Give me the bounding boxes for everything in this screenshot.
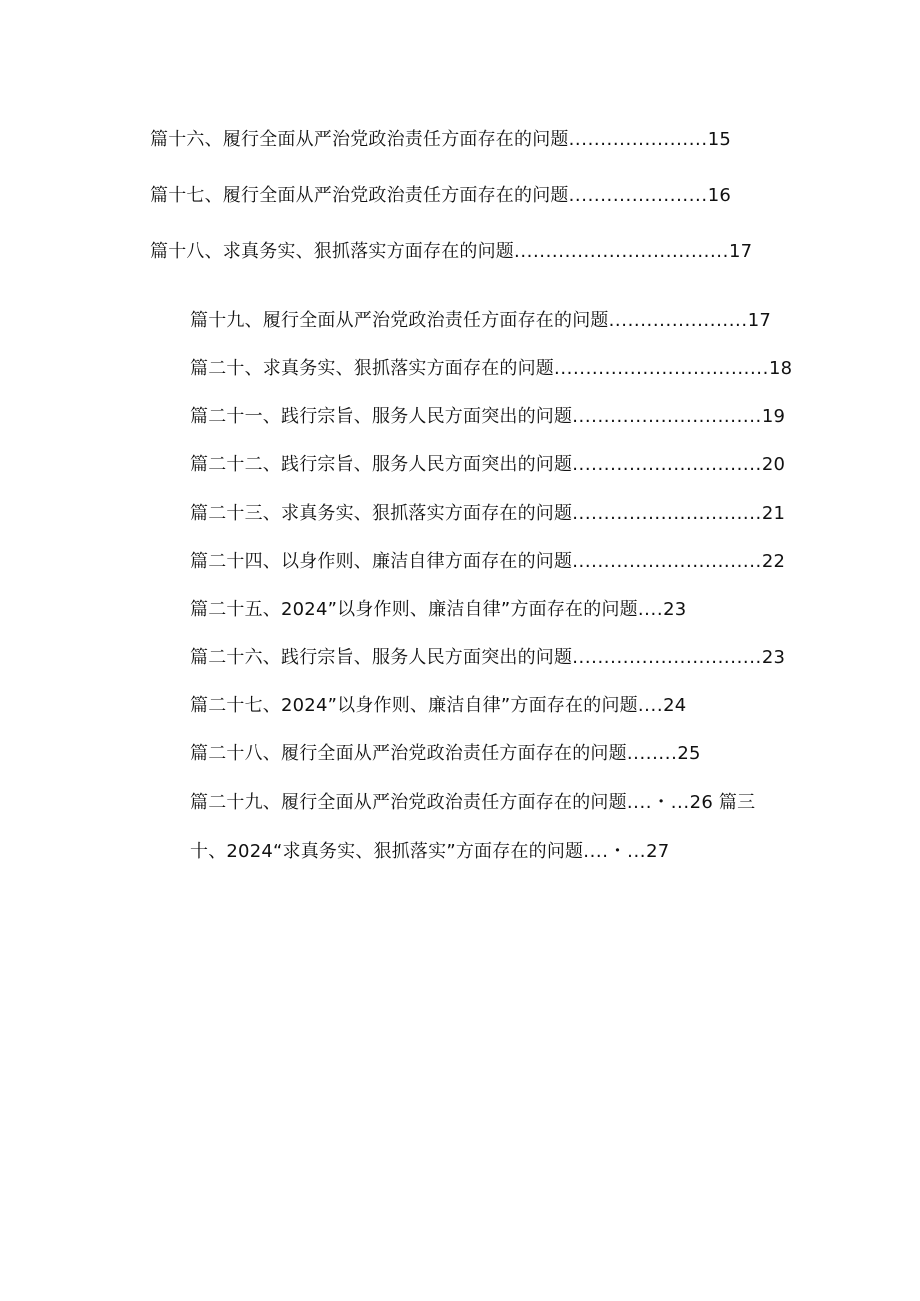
toc-entry-leader: .... [637,599,664,620]
toc-entry-page: 21 [761,503,786,524]
toc-entry [190,454,785,476]
toc-entry-title: 篇二十三、求真务实、狠抓落实方面存在的问题 [190,503,573,524]
toc-entry-title: 篇二十二、践行宗旨、服务人民方面突出的问题 [190,454,573,475]
toc-entry-page: 18 [768,358,793,379]
toc-entry-leader: .............................. [572,406,762,427]
toc-entry-leader: .............................. [572,551,762,572]
toc-entry-leader: .................................. [514,241,729,262]
toc-entry [190,599,686,621]
toc-entry [190,743,701,765]
toc-entry [190,841,669,863]
toc-entry-leader: .................................. [554,358,769,379]
toc-entry-leader: .............................. [572,503,762,524]
toc-entry-page: 25 [677,743,701,764]
toc-entry-title: 篇二十六、践行宗旨、服务人民方面突出的问题 [190,647,573,668]
toc-entry [190,310,771,332]
toc-entry-title: 篇二十八、履行全面从严治党政治责任方面存在的问题 [190,743,627,764]
toc-entry-page: 27 [646,841,670,862]
toc-entry-leader: .... [637,695,664,716]
toc-entry-title: 篇十九、履行全面从严治党政治责任方面存在的问题 [190,310,609,331]
toc-entry-leader: .............................. [572,454,762,475]
toc-entry-leader: ...................... [608,310,748,331]
toc-entry-title: 篇十六、履行全面从严治党政治责任方面存在的问题 [150,129,569,150]
toc-entry-title: 篇二十四、以身作则、廉洁自律方面存在的问题 [190,551,573,572]
toc-entry [150,129,731,151]
toc-entry-page: 23 [761,647,786,668]
toc-entry-title: 篇二十一、践行宗旨、服务人民方面突出的问题 [190,406,573,427]
toc-entry [190,792,755,814]
toc-entry-leader: .............................. [572,647,762,668]
toc-entry-leader: ...................... [568,185,708,206]
toc-entry-title: 篇二十九、履行全面从严治党政治责任方面存在的问题 [190,792,627,813]
toc-entry [190,647,785,669]
toc-entry-leader: ...................... [568,129,708,150]
toc-entry-title: 篇二十五、2024”以身作则、廉洁自律”方面存在的问题 [190,599,638,620]
toc-entry [190,503,785,525]
toc-entry [190,406,785,428]
toc-entry-page: 24 [663,695,687,716]
toc-entry-page: 17 [747,310,771,331]
toc-entry-leader: ....・... [583,841,647,862]
toc-entry-page: 17 [728,241,753,262]
toc-entry-page: 22 [761,551,786,572]
toc-entry-page: 23 [663,599,687,620]
toc-entry [190,358,792,380]
toc-entry-page: 26 篇三 [689,792,756,813]
toc-entry-title: 篇二十七、2024”以身作则、廉洁自律”方面存在的问题 [190,695,638,716]
toc-entry [150,241,752,263]
toc-entry-title: 篇二十、求真务实、狠抓落实方面存在的问题 [190,358,554,379]
toc-entry-leader: ....・... [626,792,690,813]
toc-entry [190,551,785,573]
toc-entry-title: 篇十七、履行全面从严治党政治责任方面存在的问题 [150,185,569,206]
toc-entry-page: 16 [707,185,731,206]
toc-entry-title: 十、2024“求真务实、狠抓落实”方面存在的问题 [190,841,584,862]
toc-entry-leader: ........ [626,743,678,764]
toc-entry-page: 19 [761,406,786,427]
toc-entry-page: 20 [761,454,786,475]
toc-entry [190,695,686,717]
toc-entry-page: 15 [707,129,731,150]
toc-entry [150,185,731,207]
toc-entry-title: 篇十八、求真务实、狠抓落实方面存在的问题 [150,241,514,262]
